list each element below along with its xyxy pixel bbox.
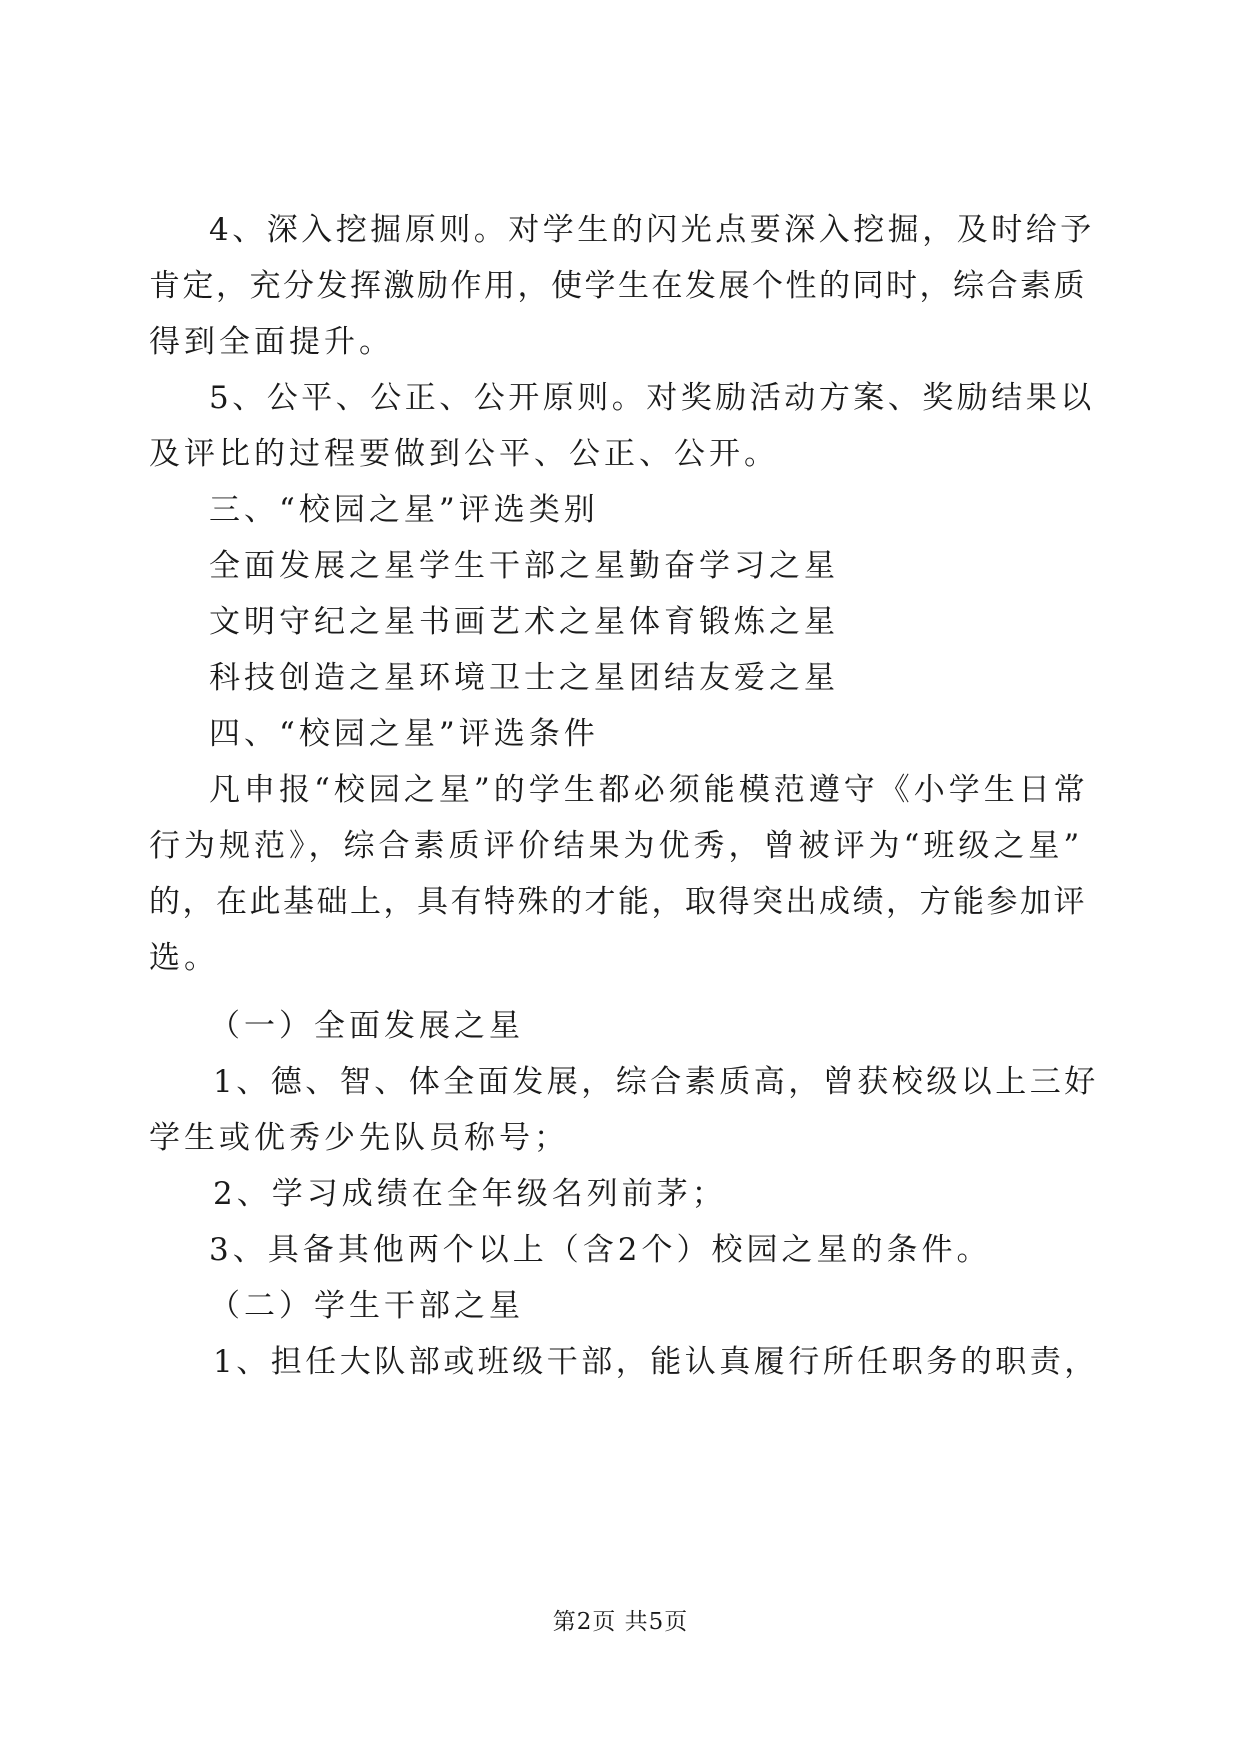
page-number-footer: 第2页 共5页 (552, 1609, 689, 1635)
subsection-heading: （一）全面发展之星 (209, 1008, 524, 1044)
paragraph-line: 选。 (149, 940, 219, 976)
paragraph-line: 3、具备其他两个以上（含2个）校园之星的条件。 (209, 1232, 992, 1268)
category-line: 科技创造之星环境卫士之星团结友爱之星 (209, 660, 839, 696)
paragraph-line: 5、公平、公正、公开原则。对奖励活动方案、奖励结果以 (209, 380, 1095, 416)
category-line: 文明守纪之星书画艺术之星体育锻炼之星 (209, 604, 839, 640)
paragraph-line: 肯定，充分发挥激励作用，使学生在发展个性的同时，综合素质 (149, 268, 1087, 304)
subsection-heading: （二）学生干部之星 (209, 1288, 524, 1324)
paragraph-line: 得到全面提升。 (149, 324, 394, 360)
paragraph-line: 行为规范》，综合素质评价结果为优秀，曾被评为“班级之星” (149, 828, 1084, 864)
paragraph-line: 的，在此基础上，具有特殊的才能，取得突出成绩，方能参加评 (149, 884, 1087, 920)
paragraph-line: 及评比的过程要做到公平、公正、公开。 (149, 436, 779, 472)
section-heading: 四、“校园之星”评选条件 (209, 716, 599, 752)
paragraph-line: 4、深入挖掘原则。对学生的闪光点要深入挖掘，及时给予 (209, 212, 1095, 248)
category-line: 全面发展之星学生干部之星勤奋学习之星 (209, 548, 839, 584)
paragraph-line: 凡申报“校园之星”的学生都必须能模范遵守《小学生日常 (209, 772, 1089, 808)
section-heading: 三、“校园之星”评选类别 (209, 492, 599, 528)
paragraph-line: 学生或优秀少先队员称号； (149, 1120, 569, 1156)
paragraph-line: 2、学习成绩在全年级名列前茅； (213, 1176, 727, 1212)
paragraph-line: 1、担任大队部或班级干部，能认真履行所任职务的职责， (213, 1344, 1099, 1380)
paragraph-line: 1、德、智、体全面发展，综合素质高，曾获校级以上三好 (213, 1064, 1099, 1100)
